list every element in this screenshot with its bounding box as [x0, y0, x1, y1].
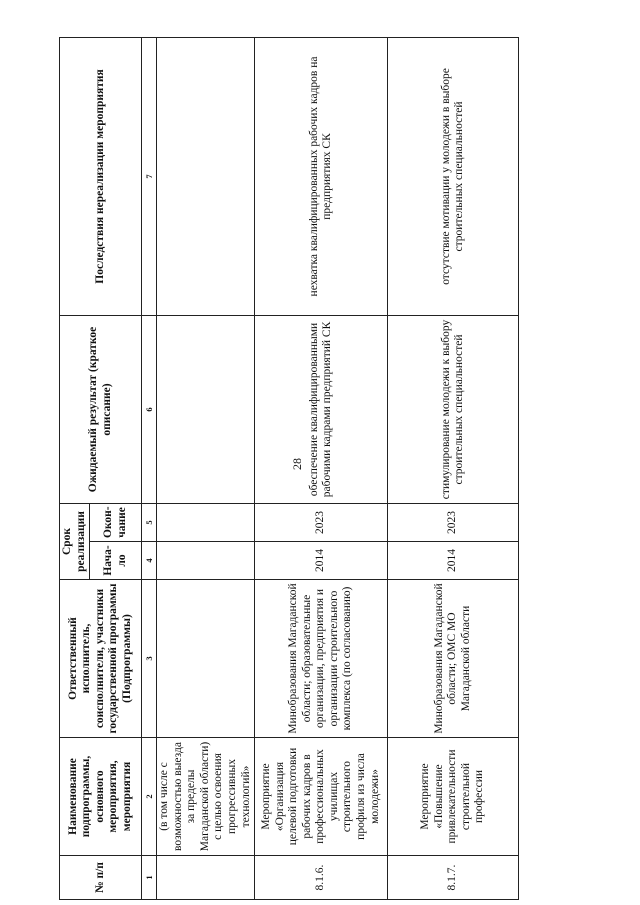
index-cell: 3 [142, 580, 157, 738]
header-executor: Ответственный исполнитель, соисполнители, участники государственной программы (Подпрограммы) [60, 580, 142, 738]
row-start: 2014 [255, 542, 388, 580]
index-cell: 5 [142, 503, 157, 541]
row-consequence [157, 37, 255, 315]
header-result: Ожидаемый результат (краткое описание) [60, 315, 142, 503]
row-result: стимулирование молодежи к выбору строительных специальностей [388, 315, 519, 503]
row-name: Мероприятие «Организация целевой подготовки рабочих кадров в профессиональных училищах строительного профиля из числа молодежи» [255, 738, 388, 856]
row-consequence: отсутствие мотивации у молодежи в выборе строительных специальностей [388, 37, 519, 315]
index-cell: 1 [142, 856, 157, 900]
index-row [142, 37, 157, 899]
header-start: Нача-ло [90, 542, 142, 580]
index-cell: 6 [142, 315, 157, 503]
table-row [157, 37, 255, 899]
row-end: 2023 [388, 503, 519, 541]
header-term: Срок реализации [60, 503, 90, 579]
row-num: 8.1.6. [255, 856, 388, 900]
table-row [255, 37, 388, 899]
index-cell: 4 [142, 542, 157, 580]
index-cell: 7 [142, 37, 157, 315]
row-result [157, 315, 255, 503]
row-end [157, 503, 255, 541]
header-name: Наименование подпрограммы, основного мероприятия, мероприятия [60, 738, 142, 856]
row-consequence: нехватка квалифицированных рабочих кадров на предприятиях СК [255, 37, 388, 315]
row-start [157, 542, 255, 580]
activities-table [59, 37, 519, 900]
table-row [388, 37, 519, 899]
row-name: Мероприятие «Повышение привлекательности строительной профессии [388, 738, 519, 856]
header-end: Окон-чание [90, 503, 142, 541]
row-name: (в том числе с возможностью выезда за пределы Магаданской области) с целью освоения прогрессивных технологий» [157, 738, 255, 856]
row-start: 2014 [388, 542, 519, 580]
row-executor: Минобразования Магаданской области; образовательные организации, предприятия и организации строительного комплекса (по согласованию) [255, 580, 388, 738]
row-end: 2023 [255, 503, 388, 541]
rotated-page-content [59, 38, 519, 900]
header-consequence: Последствия нереализации мероприятия [60, 37, 142, 315]
index-cell: 2 [142, 738, 157, 856]
row-result: обеспечение квалифицированными рабочими кадрами предприятий СК [255, 315, 388, 503]
header-num: № п/п [60, 856, 142, 900]
row-num [157, 856, 255, 900]
page-number: 28 [290, 458, 304, 470]
row-num: 8.1.7. [388, 856, 519, 900]
row-executor [157, 580, 255, 738]
row-executor: Минобразования Магаданской области; ОМС МО Магаданской области [388, 580, 519, 738]
